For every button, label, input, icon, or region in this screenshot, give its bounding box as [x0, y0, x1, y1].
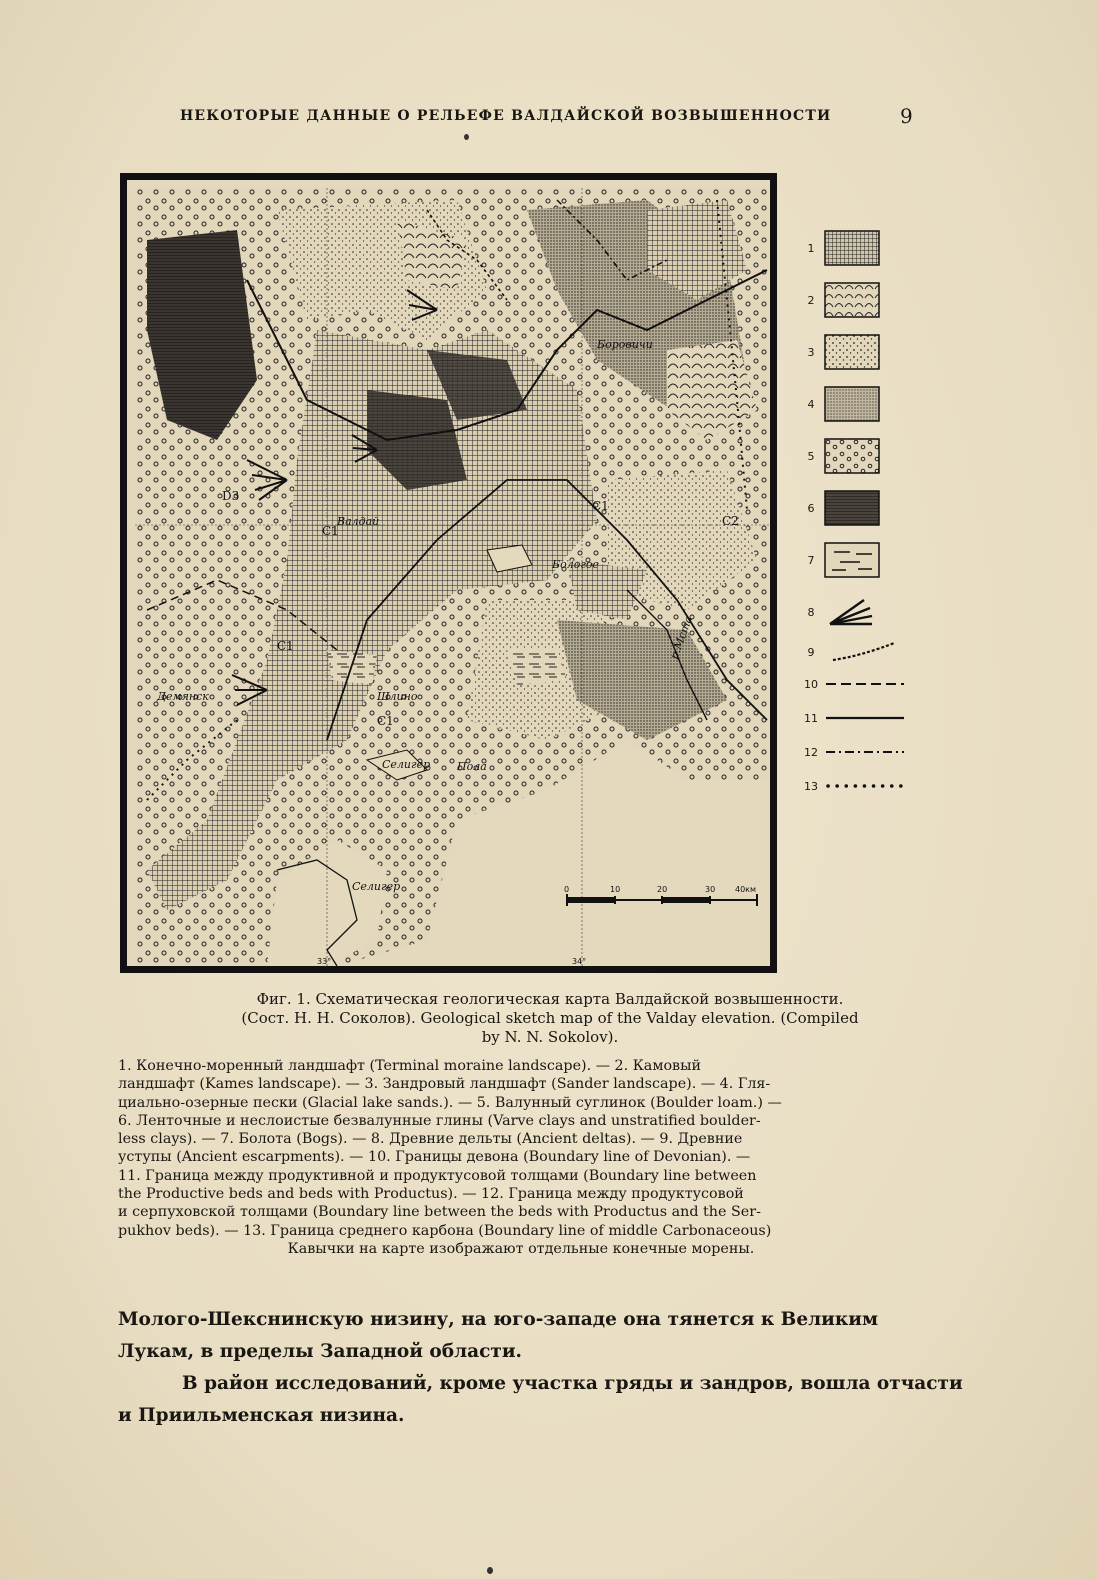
legend-text-line: ландшафт (Kames landscape). — 3. Зандровый ландшафт (Sander landscape). — 4. Гля- — [118, 1076, 771, 1093]
legend-item-2 — [800, 282, 920, 322]
legend-number: 3 — [807, 346, 815, 359]
body-paragraph — [118, 1304, 963, 1432]
legend-note: Кавычки на карте изображают отдельные конечные морены. — [287, 1240, 755, 1257]
legend-number: 8 — [807, 606, 815, 619]
productive-boundary-icon — [824, 700, 904, 736]
body-line: Молого-Шекснинскую низину, на юго-западе она тянется к Великим — [118, 1309, 879, 1330]
map-label-valday: Валдай — [337, 515, 380, 528]
legend-number: 11 — [804, 712, 818, 725]
kames-swatch — [824, 282, 880, 318]
geology-label-c1-b: C1 — [592, 499, 609, 513]
geology-label-c2: C2 — [722, 514, 739, 528]
legend-item-3 — [800, 334, 920, 374]
serpukhov-boundary-icon — [824, 734, 904, 770]
geology-label-d3: D3 — [222, 489, 240, 503]
caption-line: by N. N. Sokolov). — [481, 1028, 619, 1046]
legend-item-4 — [800, 386, 920, 426]
legend-number: 10 — [804, 678, 818, 691]
geology-label-c1-a: C1 — [277, 639, 294, 653]
legend-number: 13 — [804, 780, 818, 793]
legend-number: 5 — [807, 450, 815, 463]
legend-number: 1 — [807, 242, 815, 255]
legend-item-13 — [800, 768, 920, 808]
running-title: НЕКОТОРЫЕ ДАННЫЕ О РЕЛЬЕФЕ ВАЛДАЙСКОЙ ВОЗВЫШЕННОСТИ — [180, 108, 832, 124]
legend-text-line: и серпуховской толщами (Boundary line between the beds with Productus and the Ser- — [118, 1204, 761, 1221]
legend-number: 2 — [807, 294, 815, 307]
sander-swatch — [824, 334, 880, 370]
legend-number: 7 — [807, 554, 815, 567]
legend-text-line: 1. Конечно-моренный ландшафт (Terminal moraine landscape). — 2. Камовый — [118, 1058, 702, 1074]
legend-item-7 — [800, 542, 920, 582]
map-label-msta: р.Мста — [667, 614, 696, 662]
map-label-borovichi: Боровичи — [597, 338, 653, 351]
scale-label-0: 0 — [564, 885, 570, 894]
scale-label-30: 30 — [705, 885, 716, 894]
middle-carbon-boundary-icon — [824, 768, 904, 804]
map-drawing — [127, 180, 770, 966]
body-line: Лукам, в пределы Западной области. — [118, 1341, 523, 1362]
boulder-loam-swatch — [824, 438, 880, 474]
geology-label-c1-c: C1 — [377, 714, 394, 728]
legend-number: 4 — [807, 398, 815, 411]
body-line: В район исследований, кроме участка гряды и зандров, вошла отчасти — [182, 1373, 963, 1394]
ink-dot — [487, 1567, 493, 1574]
map-label-demyansk: Демянск — [157, 690, 209, 703]
figure-caption — [140, 990, 960, 1047]
legend-text-line: 6. Ленточные и неслоистые безвалунные глины (Varve clays and unstratified boulder- — [118, 1112, 761, 1129]
terminal-moraine-swatch — [824, 230, 880, 266]
map-label-shlino: Шлино — [377, 690, 418, 703]
legend-number: 6 — [807, 502, 815, 515]
map-label-bologoe: Бологое — [552, 558, 600, 571]
scale-label-20: 20 — [657, 885, 668, 894]
legend-item-8 — [800, 594, 920, 634]
varve-clays-swatch — [824, 490, 880, 526]
legend-text-line: 11. Граница между продуктивной и продуктусовой толщами (Boundary line between — [118, 1167, 757, 1184]
ink-dot — [464, 134, 469, 140]
devonian-boundary-icon — [824, 666, 904, 702]
ancient-delta-icon — [824, 594, 880, 630]
caption-line: (Сост. Н. Н. Соколов). Geological sketch map of the Valday elevation. (Compiled — [241, 1009, 859, 1027]
legend-text-line: циально-озерные пески (Glacial lake sands.). — 5. Валунный суглинок (Boulder loam.) — — [118, 1094, 782, 1111]
legend-text-line: the Productive beds and beds with Productus). — 12. Граница между продуктусовой — [118, 1186, 744, 1203]
legend-item-1 — [800, 230, 920, 270]
legend-text-line: уступы (Ancient escarpments). — 10. Границы девона (Boundary line of Devonian). — — [118, 1149, 751, 1166]
bogs-swatch — [824, 542, 880, 578]
scale-label-40: 40км — [735, 885, 757, 894]
escarpment-line-icon — [824, 634, 894, 670]
map-label-pola: Пола — [457, 760, 487, 773]
grid-label-33: 33° — [317, 957, 332, 966]
legend-item-5 — [800, 438, 920, 478]
geological-map — [120, 173, 777, 973]
legend-text-line: pukhov beds). — 13. Граница среднего карбона (Boundary line of middle Carbonaceous) — [118, 1222, 772, 1239]
body-line: и Приильменская низина. — [118, 1405, 405, 1426]
scale-label-10: 10 — [610, 885, 621, 894]
lake-sands-swatch — [824, 386, 880, 422]
map-label-seliger-1: Селигер — [382, 758, 431, 771]
map-label-seliger-2: Селигер — [352, 880, 401, 893]
legend-text-line: less clays). — 7. Болота (Bogs). — 8. Древние дельты (Ancient deltas). — 9. Древние — [118, 1131, 743, 1148]
caption-line: Фиг. 1. Схематическая геологическая карта Валдайской возвышенности. — [256, 990, 844, 1008]
legend-explanation — [118, 1057, 924, 1258]
grid-label-34: 34° — [572, 957, 587, 966]
page-number: 9 — [900, 104, 913, 128]
geology-label-c1-d: C1 — [322, 524, 339, 538]
legend-number: 12 — [804, 746, 818, 759]
map-legend — [800, 230, 920, 800]
legend-item-6 — [800, 490, 920, 530]
legend-number: 9 — [807, 646, 815, 659]
